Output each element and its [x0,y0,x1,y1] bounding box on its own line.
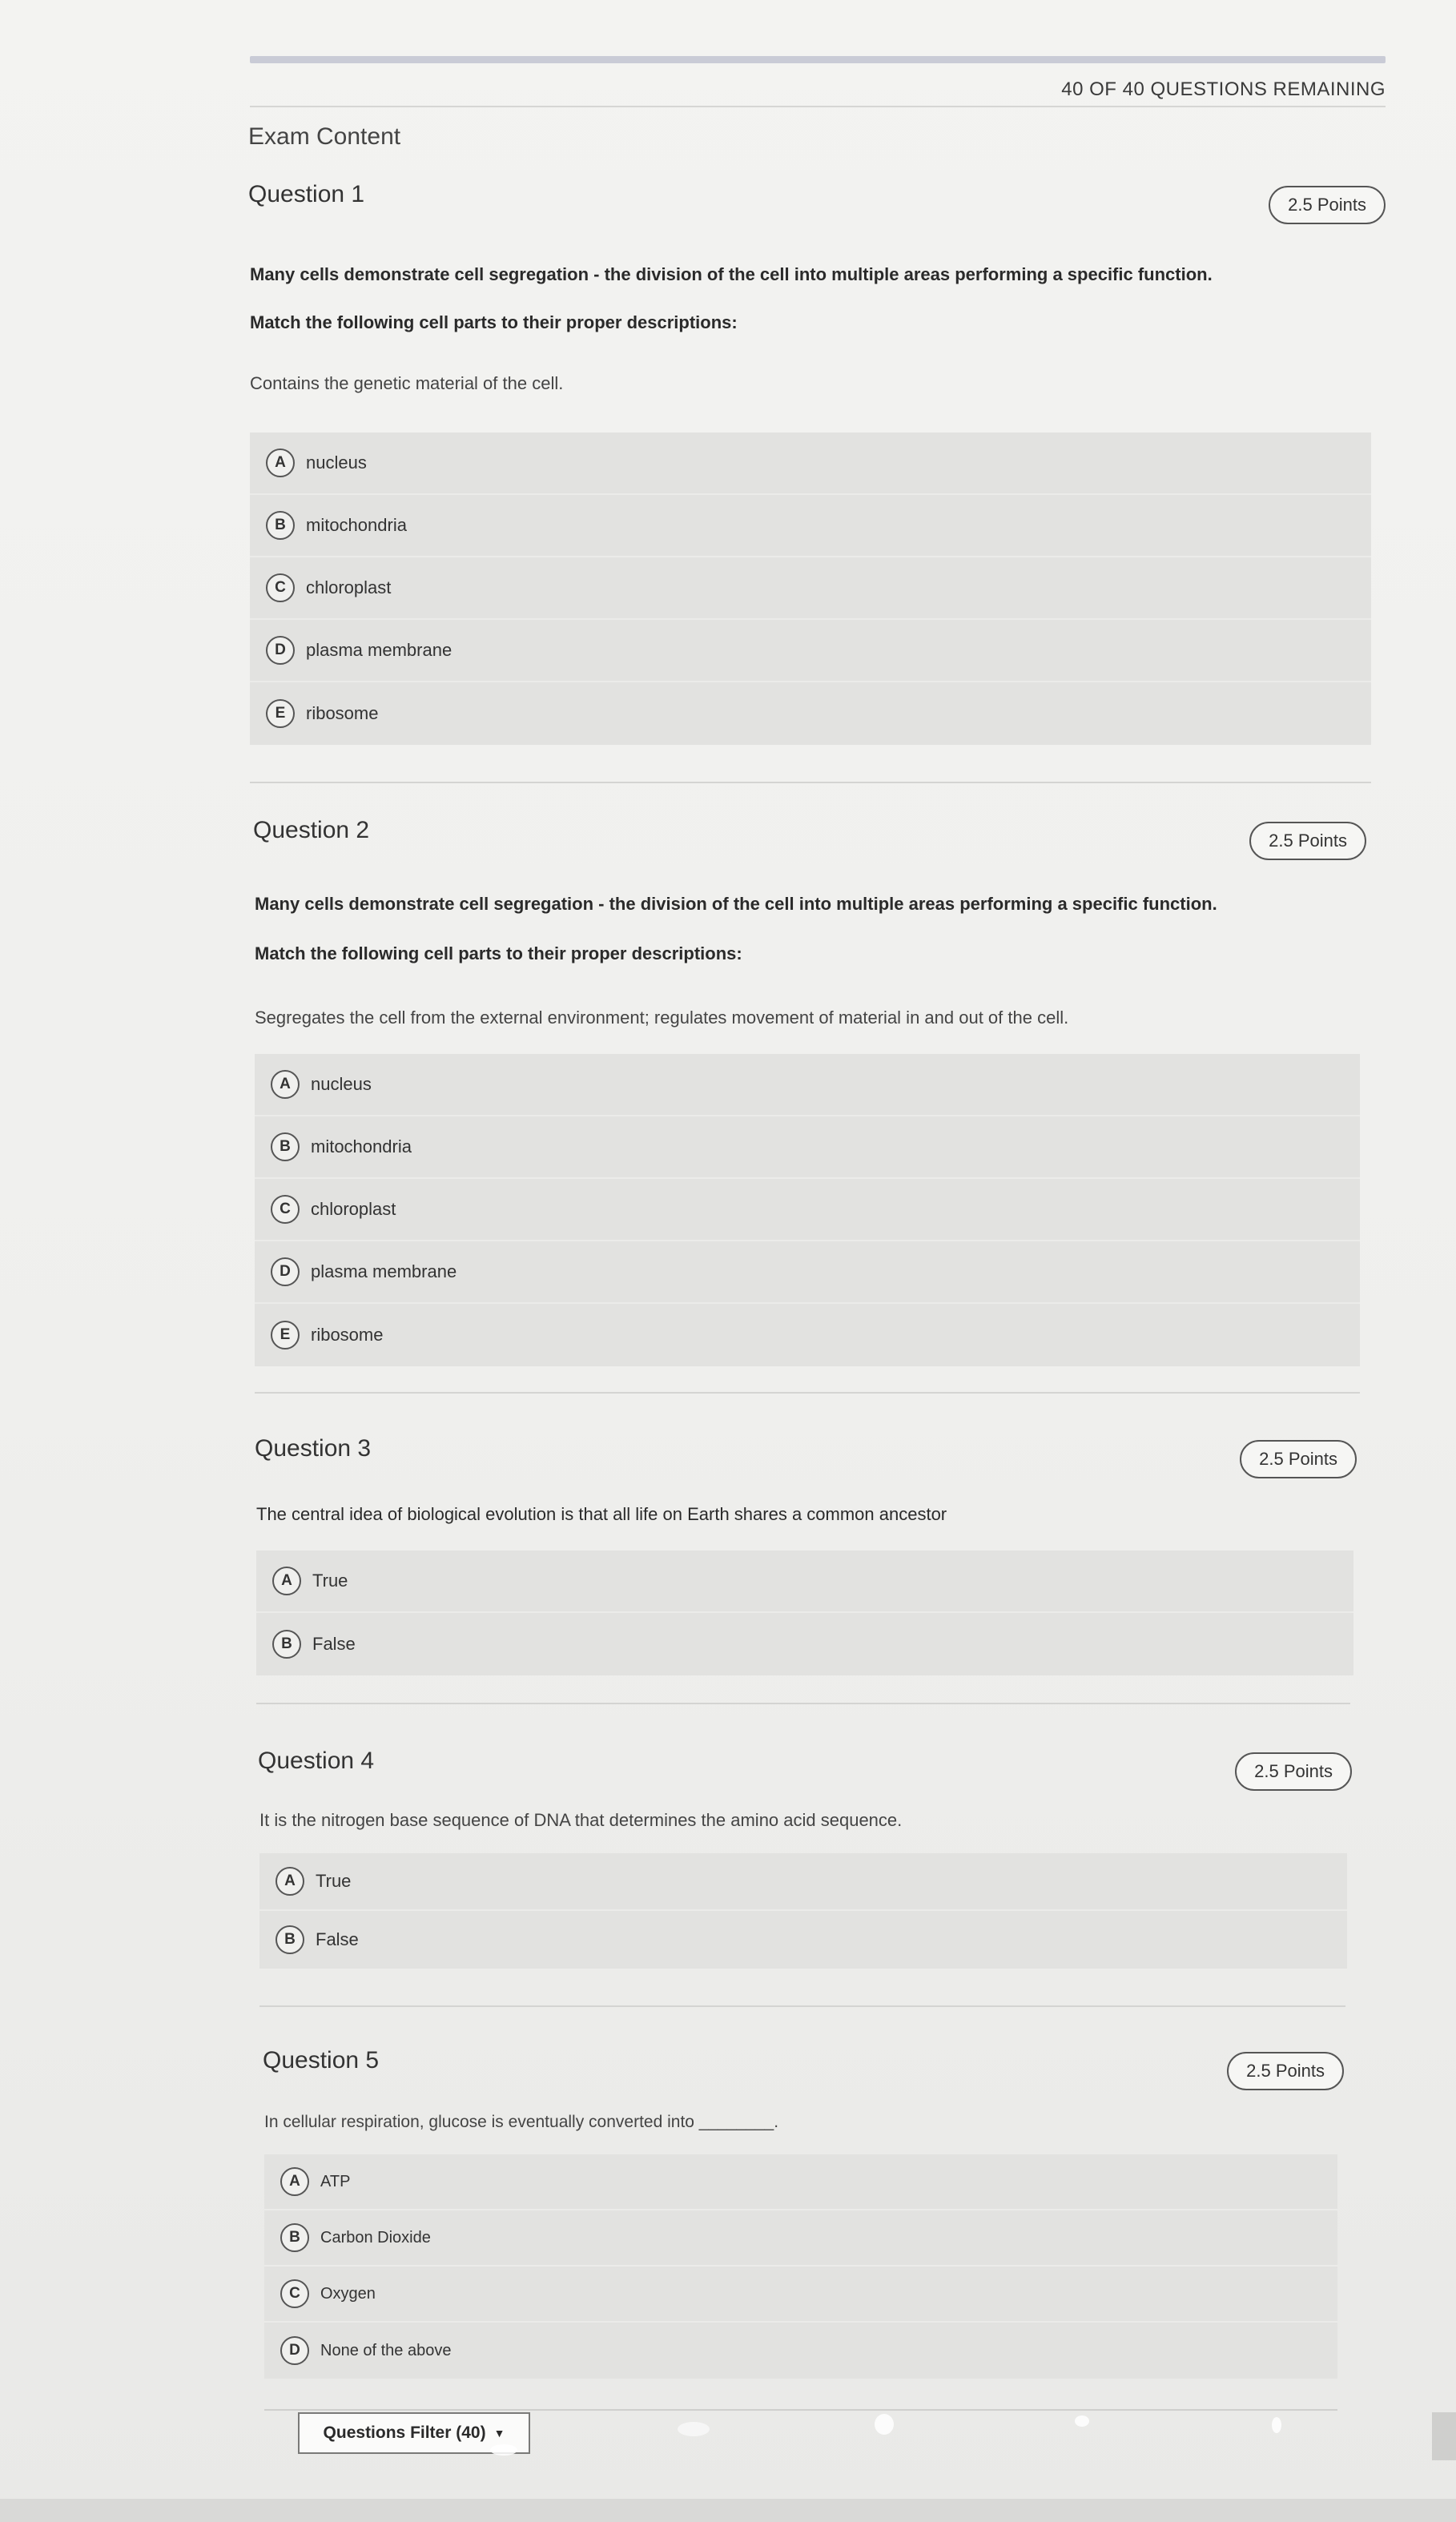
option-label: None of the above [320,2341,452,2359]
answer-options [259,1853,1347,1969]
option-label: mitochondria [306,515,407,535]
option-label: mitochondria [311,1136,412,1156]
question-prompt: Contains the genetic material of the cell. [250,373,564,393]
option-label: True [316,1871,352,1891]
question-divider [256,1703,1350,1704]
option-e[interactable] [250,682,1371,745]
option-letter: D [271,1257,300,1286]
option-c[interactable] [250,557,1371,620]
points-badge: 2.5 Points [1240,1440,1357,1478]
answer-options [255,1054,1360,1366]
option-a[interactable] [259,1853,1347,1911]
option-a[interactable] [256,1551,1353,1613]
option-letter: D [280,2336,309,2365]
option-e[interactable] [255,1304,1360,1366]
option-letter: D [266,636,295,665]
questions-remaining: 40 OF 40 QUESTIONS REMAINING [1061,78,1386,100]
option-b[interactable] [259,1911,1347,1969]
exam-content-heading: Exam Content [248,123,401,150]
answer-options [256,1551,1353,1675]
question-title: Question 2 [253,817,370,843]
option-b[interactable] [256,1613,1353,1675]
answer-options [250,432,1371,745]
option-d[interactable] [255,1241,1360,1304]
option-label: Carbon Dioxide [320,2228,431,2246]
option-letter: C [266,573,295,602]
option-label: plasma membrane [311,1261,457,1281]
option-a[interactable] [250,432,1371,495]
option-letter: A [272,1567,301,1595]
question-divider [255,1392,1360,1394]
option-label: ribosome [311,1325,384,1345]
question-title: Question 1 [248,181,365,207]
question-title: Question 5 [263,2047,380,2074]
screen-glare [1075,2415,1089,2427]
header-divider [250,106,1386,107]
option-letter: B [271,1132,300,1161]
option-b[interactable] [255,1116,1360,1179]
question-prompt: Segregates the cell from the external environment; regulates movement of material in and out of the cell. [255,1008,1069,1028]
option-label: False [316,1929,359,1949]
option-label: ATP [320,2172,351,2190]
option-letter: B [272,1630,301,1659]
screen-glare [490,2444,517,2456]
option-label: chloroplast [306,577,392,597]
points-badge: 2.5 Points [1227,2052,1344,2090]
option-letter: A [276,1867,304,1896]
question-text: Many cells demonstrate cell segregation - the division of the cell into multiple areas performing a specific function. [255,894,1217,914]
option-label: True [312,1571,348,1591]
option-a[interactable] [264,2154,1337,2210]
option-letter: B [280,2223,309,2252]
filter-label: Questions Filter (40) [323,2423,486,2442]
points-badge: 2.5 Points [1249,822,1366,860]
question-text: Many cells demonstrate cell segregation - the division of the cell into multiple areas performing a specific function. [250,264,1213,284]
option-b[interactable] [250,495,1371,557]
question-title: Question 3 [255,1435,372,1462]
scrollbar-thumb[interactable] [1432,2412,1456,2460]
screen-glare [875,2414,894,2435]
points-badge: 2.5 Points [1269,186,1386,224]
question-text: Match the following cell parts to their proper descriptions: [250,312,738,332]
option-letter: A [271,1070,300,1099]
option-letter: C [271,1195,300,1224]
question-divider [259,2005,1345,2007]
option-label: chloroplast [311,1199,396,1219]
bottom-bar [0,2499,1456,2522]
option-letter: A [266,448,295,477]
answer-options [264,2154,1337,2379]
option-letter: E [266,699,295,728]
question-divider [250,782,1371,783]
option-d[interactable] [264,2323,1337,2379]
question-divider [264,2409,1337,2411]
option-a[interactable] [255,1054,1360,1116]
option-label: nucleus [311,1074,372,1094]
option-letter: A [280,2167,309,2196]
option-label: plasma membrane [306,640,452,660]
option-label: False [312,1634,356,1654]
question-text: It is the nitrogen base sequence of DNA that determines the amino acid sequence. [259,1810,903,1830]
option-c[interactable] [264,2267,1337,2323]
option-b[interactable] [264,2210,1337,2267]
points-badge: 2.5 Points [1235,1752,1352,1791]
option-label: Oxygen [320,2284,376,2303]
progress-rule [250,56,1386,63]
question-text: In cellular respiration, glucose is eventually converted into ________. [264,2113,779,2131]
option-letter: B [266,511,295,540]
option-d[interactable] [250,620,1371,682]
question-text: Match the following cell parts to their proper descriptions: [255,943,742,963]
option-letter: E [271,1321,300,1349]
option-letter: B [276,1925,304,1954]
question-title: Question 4 [258,1748,375,1774]
caret-down-icon: ▼ [493,2427,505,2440]
option-c[interactable] [255,1179,1360,1241]
option-label: ribosome [306,703,379,723]
screen-glare [678,2422,710,2436]
question-text: The central idea of biological evolution is that all life on Earth shares a common ancestor [256,1504,947,1524]
option-letter: C [280,2279,309,2308]
option-label: nucleus [306,453,367,473]
screen-glare [1272,2417,1281,2433]
